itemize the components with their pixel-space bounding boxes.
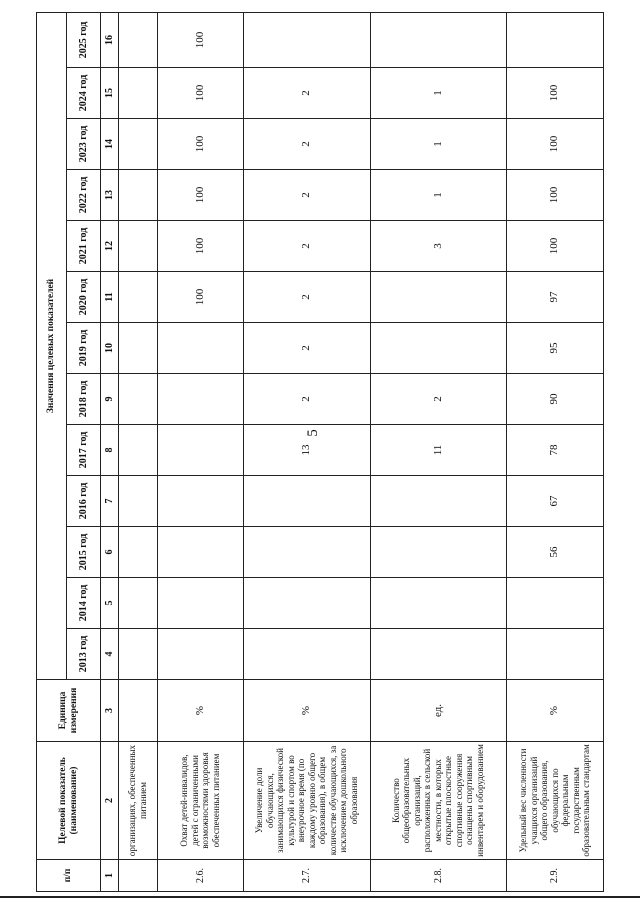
- table-row: [243, 13, 370, 892]
- page-number: 5: [305, 429, 321, 437]
- column-number: 5: [101, 578, 119, 629]
- value-cell: [157, 578, 243, 629]
- column-number: 8: [101, 425, 119, 476]
- column-number: 3: [101, 680, 119, 742]
- value-cell: 90: [506, 374, 604, 425]
- table-row: [370, 13, 506, 892]
- table-row: [506, 13, 604, 892]
- value-cell: 3: [370, 221, 506, 272]
- value-cell: 2: [243, 374, 370, 425]
- header-values-group: Значения целевых показателей: [37, 13, 67, 680]
- column-number: 4: [101, 629, 119, 680]
- unit-cell: %: [506, 680, 604, 742]
- row-id: 2.7.: [243, 860, 370, 892]
- value-cell: [119, 13, 158, 68]
- value-cell: 2: [243, 221, 370, 272]
- value-cell: 56: [506, 527, 604, 578]
- value-cell: [119, 425, 158, 476]
- value-cell: 100: [506, 170, 604, 221]
- row-id: 2.6.: [157, 860, 243, 892]
- column-number: 9: [101, 374, 119, 425]
- column-number: 1: [101, 860, 119, 892]
- value-cell: [157, 374, 243, 425]
- value-cell: [119, 68, 158, 119]
- value-cell: 97: [506, 272, 604, 323]
- value-cell: 100: [506, 221, 604, 272]
- column-number: 12: [101, 221, 119, 272]
- year-header: 2018 год: [67, 374, 101, 425]
- column-number: 16: [101, 13, 119, 68]
- year-header: 2021 год: [67, 221, 101, 272]
- value-cell: 2: [243, 68, 370, 119]
- row-id: 2.9.: [506, 860, 604, 892]
- table-row: [157, 13, 243, 892]
- year-header: 2013 год: [67, 629, 101, 680]
- value-cell: 2: [243, 323, 370, 374]
- row-id: [119, 860, 158, 892]
- value-cell: [506, 629, 604, 680]
- value-cell: [506, 578, 604, 629]
- value-cell: 13: [243, 425, 370, 476]
- value-cell: [370, 13, 506, 68]
- value-cell: [157, 323, 243, 374]
- column-number: 7: [101, 476, 119, 527]
- indicator-name: Охват детей-инвалидов, детей с ограниченными возможностями здоровья обеспеченных питанием: [157, 742, 243, 860]
- indicator-name: Увеличение доли обучающихся, занимающихся физической культурой и спортом во внеурочное время (по каждому уровню общего образования), в общем количестве обучающихся, за исключением дошкольного образования: [243, 742, 370, 860]
- year-header: 2019 год: [67, 323, 101, 374]
- indicator-name: организациях, обеспеченных питанием: [119, 742, 158, 860]
- value-cell: [119, 527, 158, 578]
- value-cell: [243, 578, 370, 629]
- value-cell: 2: [370, 374, 506, 425]
- value-cell: 100: [157, 68, 243, 119]
- value-cell: [157, 425, 243, 476]
- indicator-table-rotated: [36, 12, 604, 892]
- value-cell: [119, 221, 158, 272]
- value-cell: 100: [157, 272, 243, 323]
- value-cell: [119, 629, 158, 680]
- value-cell: [119, 119, 158, 170]
- value-cell: [243, 13, 370, 68]
- value-cell: [157, 629, 243, 680]
- value-cell: [506, 13, 604, 68]
- value-cell: [370, 629, 506, 680]
- value-cell: [119, 323, 158, 374]
- value-cell: [370, 527, 506, 578]
- header-unit: Единица измерения: [37, 680, 101, 742]
- year-header: 2025 год: [67, 13, 101, 68]
- value-cell: [119, 272, 158, 323]
- value-cell: [243, 629, 370, 680]
- value-cell: [370, 476, 506, 527]
- year-header: 2022 год: [67, 170, 101, 221]
- value-cell: [157, 476, 243, 527]
- header-num: п/п: [37, 860, 101, 892]
- year-header: 2017 год: [67, 425, 101, 476]
- value-cell: 1: [370, 170, 506, 221]
- value-cell: 95: [506, 323, 604, 374]
- value-cell: 78: [506, 425, 604, 476]
- unit-cell: %: [157, 680, 243, 742]
- unit-cell: %: [243, 680, 370, 742]
- value-cell: 2: [243, 119, 370, 170]
- year-header: 2016 год: [67, 476, 101, 527]
- value-cell: 100: [506, 68, 604, 119]
- value-cell: 2: [243, 170, 370, 221]
- year-header: 2020 год: [67, 272, 101, 323]
- value-cell: 1: [370, 68, 506, 119]
- value-cell: [119, 170, 158, 221]
- year-header: 2024 год: [67, 68, 101, 119]
- column-number: 13: [101, 170, 119, 221]
- indicator-name: Удельный вес численности учащихся организаций общего образования, обучающихся по федеральным государственным образовательным стандартам: [506, 742, 604, 860]
- value-cell: 11: [370, 425, 506, 476]
- value-cell: 2: [243, 272, 370, 323]
- indicator-table: [36, 12, 604, 892]
- value-cell: [119, 476, 158, 527]
- row-id: 2.8.: [370, 860, 506, 892]
- value-cell: 100: [157, 170, 243, 221]
- year-header: 2014 год: [67, 578, 101, 629]
- bottom-rule: [0, 896, 640, 898]
- table-row: [119, 13, 158, 892]
- column-number: 14: [101, 119, 119, 170]
- value-cell: [243, 527, 370, 578]
- header-indicator: Целевой показатель (наименование): [37, 742, 101, 860]
- value-cell: 67: [506, 476, 604, 527]
- value-cell: 100: [157, 221, 243, 272]
- value-cell: [119, 578, 158, 629]
- year-header: 2015 год: [67, 527, 101, 578]
- column-number: 10: [101, 323, 119, 374]
- column-number: 11: [101, 272, 119, 323]
- unit-cell: ед.: [370, 680, 506, 742]
- column-number: 15: [101, 68, 119, 119]
- value-cell: [243, 476, 370, 527]
- value-cell: [157, 527, 243, 578]
- value-cell: [119, 374, 158, 425]
- value-cell: 100: [506, 119, 604, 170]
- column-number: 2: [101, 742, 119, 860]
- column-number: 6: [101, 527, 119, 578]
- unit-cell: [119, 680, 158, 742]
- value-cell: [370, 578, 506, 629]
- indicator-name: Количество общеобразовательных организаций, расположенных в сельской местности, в которых открытые плоскостные спортивные сооружения оснащены спортивным инвентарем и оборудованием: [370, 742, 506, 860]
- value-cell: [370, 323, 506, 374]
- value-cell: [370, 272, 506, 323]
- value-cell: 1: [370, 119, 506, 170]
- value-cell: 100: [157, 119, 243, 170]
- year-header: 2023 год: [67, 119, 101, 170]
- value-cell: 100: [157, 13, 243, 68]
